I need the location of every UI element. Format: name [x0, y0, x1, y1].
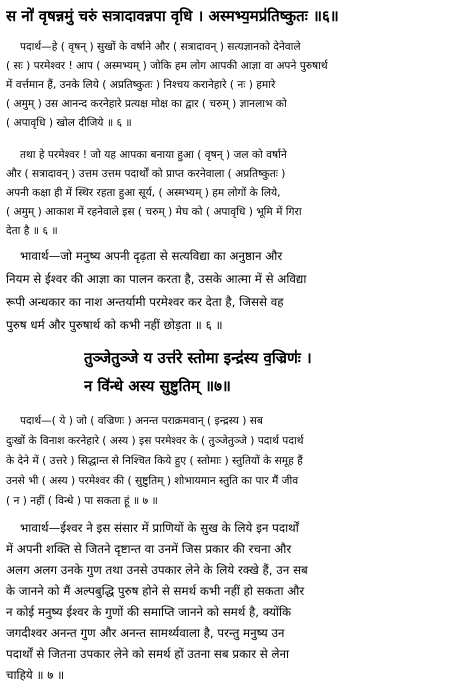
padartha-6-line: ( अमुम् ) उस आनन्द करनेहारे प्रत्यक्ष मोक्ष का द्वार ( चरुम् ) ज्ञानलाभ को	[6, 98, 287, 110]
padartha-7-line: के देने में ( उत्तरे ) सिद्धान्त से निश्चित किये हुए ( स्तोमाः ) स्तुतियों के समूह हैं	[6, 455, 303, 467]
bhavartha-7-line: अलग अलग उनके गुण तथा उनसे उपकार लेने के लिये रक्खे हैं, उन सब	[6, 563, 308, 577]
padartha-6-line: में वर्त्तमान हैं, उनके लिये ( अप्रतिष्कुतः ) निश्चय करानेहारे ( नः ) हमारे	[6, 79, 276, 91]
padartha-6-line: ( अपावृधि ) खोल दीजिये ॥ ६ ॥	[6, 117, 132, 129]
bhavartha-7-line: जगदीश्वर अनन्त गुण और अनन्त सामर्थ्यवाला है, परन्तु मनुष्य उन	[6, 626, 285, 640]
bhavartha-7-line: न कोई मनुष्य ईश्वर के गुणों की समाप्ति जानने को समर्थ है, क्योंकि	[6, 605, 292, 619]
padartha-6b-line: तथा हे परमेश्वर ! जो यह आपका बनाया हुआ ( वृषन् ) जल को वर्षाने	[20, 149, 287, 161]
padartha-7-line: पदार्थ—( ये ) जो ( वज्रिणः ) अनन्त पराक्रमवान् ( इन्द्रस्य ) सब	[20, 415, 263, 427]
padartha-6b-line: अपनी कक्षा ही में स्थिर रहता हुआ सूर्य, ( अस्मभ्यम् ) हम लोगों के लिये,	[6, 187, 281, 199]
padartha-7-line: उनसे भी ( अस्य ) परमेश्वर की ( सुष्टुतिम् ) शोभायमान स्तुति का पार मैं जीव	[6, 475, 299, 487]
bhavartha-7-line: चाहिये ॥ ७ ॥	[6, 668, 65, 682]
bhavartha-6-line: भावार्थ—जो मनुष्य अपनी दृढ़ता से सत्यविद्या का अनुष्ठान और	[20, 249, 283, 263]
padartha-6b-line: ( अमुम् ) आकाश में रहनेवाले इस ( चरुम् ) मेघ को ( अपावृधि ) भूमि में गिरा	[6, 206, 302, 218]
bhavartha-6-line: पुरुष धर्म और पुरुषार्थ को कभी नहीं छोड़ता ॥ ६ ॥	[6, 318, 223, 332]
bhavartha-7-line: भावार्थ—ईश्वर ने इस संसार में प्राणियों के सुख के लिये इन पदार्थों	[20, 521, 299, 535]
mantra-6: स नो॑ वृषन्नमुं चरुं सत्रादावन्नपा वृधि । अस्मभ्य॒मप्र॑तिष्कुतः ॥६॥	[6, 7, 339, 25]
padartha-6b-line: और ( सत्रादावन् ) उत्तम उत्तम पदार्थों को प्राप्त करनेवाला ( अप्रतिष्कुतः )	[6, 168, 286, 180]
padartha-6-line: ( सः ) परमेश्वर ! आप ( अस्मभ्यम् ) जोकि हम लोग आपकी आज्ञा वा अपने पुरुषार्थ	[6, 60, 328, 72]
bhavartha-6-line: नियम से ईश्वर की आज्ञा का पालन करता है, उसके आत्मा में से अविद्या	[6, 272, 307, 286]
padartha-6-line: पदार्थ—हे ( वृषन् ) सुखों के वर्षाने और ( सत्रादावन् ) सत्यज्ञानको देनेवाले	[20, 41, 301, 53]
bhavartha-7-line: में अपनी शक्ति से जितने दृष्टान्त वा उनमें जिस प्रकार की रचना और	[6, 542, 292, 556]
mantra-7-line: तुञ्जेतुञ्जे य उत्त॑रे स्तोमा इन्द्र॑स्य व॒ज्रिणः॑ ।	[84, 349, 312, 367]
bhavartha-7-line: पदार्थों से जितना उपकार लेने को समर्थ हों उतना सब प्रकार से लेना	[6, 647, 290, 661]
padartha-7-line: ( न ) नहीं ( विन्धे ) पा सकता हूं ॥ ७ ॥	[6, 495, 158, 507]
padartha-6b-line: देता है ॥ ६ ॥	[6, 225, 58, 237]
mantra-7-line: न वि॑न्धे अस्य सुष्टुतिम् ॥७॥	[84, 377, 231, 395]
bhavartha-6-line: रूपी अन्धकार का नाश अन्तर्यामी परमेश्वर कर देता है, जिससे वह	[6, 295, 284, 309]
padartha-7-line: दुःखों के विनाश करनेहारे ( अस्य ) इस परमेश्वर के ( तुञ्जेतुञ्जे ) पदार्थ पदार्थ	[6, 435, 304, 447]
bhavartha-7-line: के जानने को मैं अल्पबुद्धि पुरुष होने से समर्थ कभी नहीं हो सकता और	[6, 584, 305, 598]
